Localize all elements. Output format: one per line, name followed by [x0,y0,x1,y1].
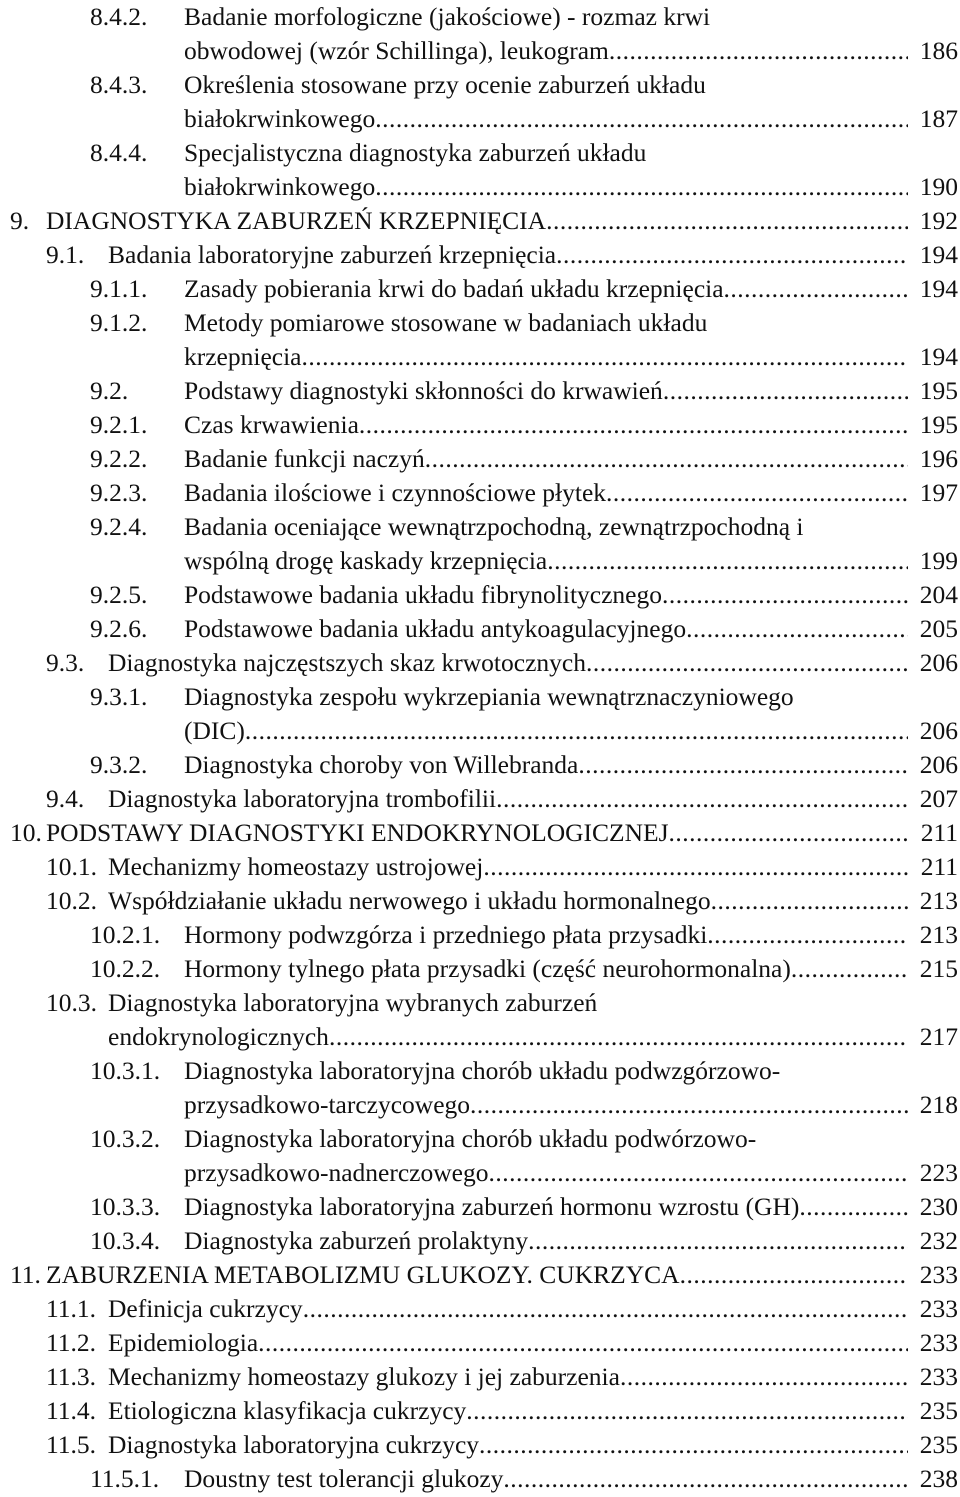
toc-entry-number: 10.2.2. [90,954,161,983]
toc-entry-title: obwodowej (wzór Schillinga), leukogram [184,36,609,65]
dot-leader [669,816,908,850]
toc-entry-title: Hormony tylnego płata przysadki (część neurohormonalna) [184,954,791,983]
toc-entry-title: Badania ilościowe i czynnościowe płytek [184,478,607,507]
dot-leader [686,612,908,646]
dot-leader [711,884,908,918]
toc-entry-title: Diagnostyka laboratoryjna chorób układu podwzgórzowo- [184,1056,781,1085]
toc-entry-number: 11.1. [46,1294,97,1323]
toc-entry[interactable] [0,68,960,136]
toc-entry-number: 11. [10,1260,41,1289]
toc-entry[interactable] [0,1258,960,1292]
toc-entry-page: 233 [919,1328,958,1357]
toc-entry[interactable] [0,612,960,646]
toc-entry[interactable] [0,408,960,442]
dot-leader [479,1428,908,1462]
dot-leader [547,544,908,578]
toc-entry-title: Doustny test tolerancji glukozy [184,1464,504,1493]
dot-leader [302,340,908,374]
toc-entry[interactable] [0,1054,960,1122]
toc-entry-page: 204 [919,580,958,609]
toc-entry[interactable] [0,510,960,578]
toc-entry-number: 9.2.1. [90,410,148,439]
toc-entry-title: Podstawowe badania układu fibrynolitycznego [184,580,663,609]
toc-entry-page: 233 [919,1362,958,1391]
dot-leader [707,918,908,952]
toc-entry-page: 206 [919,716,958,745]
toc-entry-title: Diagnostyka laboratoryjna trombofilii [108,784,497,813]
dot-leader [488,1156,908,1190]
toc-entry-page: 194 [919,274,958,303]
toc-entry-number: 10.3. [46,988,97,1017]
toc-entry-number: 9.3.2. [90,750,148,779]
toc-entry-page: 192 [919,206,958,235]
toc-entry-number: 10.1. [46,852,97,881]
toc-entry-title: Diagnostyka zespołu wykrzepiania wewnątrznaczyniowego [184,682,794,711]
toc-entry-number: 9.3.1. [90,682,148,711]
toc-entry[interactable] [0,1224,960,1258]
toc-entry-number: 11.3. [46,1362,97,1391]
toc-entry-page: 194 [919,240,958,269]
toc-entry[interactable] [0,918,960,952]
toc-entry[interactable] [0,1190,960,1224]
toc-entry[interactable] [0,136,960,204]
toc-entry-title: DIAGNOSTYKA ZABURZEŃ KRZEPNIĘCIA [46,206,547,235]
dot-leader [724,272,908,306]
toc-entry-page: 233 [919,1294,958,1323]
toc-entry-title: Diagnostyka laboratoryjna cukrzycy [108,1430,480,1459]
toc-entry-number: 10.3.2. [90,1124,161,1153]
toc-entry-title: endokrynologicznych [108,1022,329,1051]
toc-entry-number: 8.4.3. [90,70,148,99]
toc-entry-page: 218 [919,1090,958,1119]
toc-entry[interactable] [0,442,960,476]
toc-entry[interactable] [0,1462,960,1496]
toc-entry-page: 205 [919,614,958,643]
toc-entry-title: Diagnostyka laboratoryjna chorób układu podwórzowo- [184,1124,757,1153]
toc-entry[interactable] [0,782,960,816]
dot-leader [329,1020,908,1054]
toc-entry-title: PODSTAWY DIAGNOSTYKI ENDOKRYNOLOGICZNEJ [46,818,669,847]
dot-leader [483,850,908,884]
toc-entry-number: 11.4. [46,1396,97,1425]
toc-entry-title: przysadkowo-nadnerczowego [184,1158,489,1187]
toc-entry-number: 11.5. [46,1430,97,1459]
toc-entry[interactable] [0,1326,960,1360]
toc-entry-number: 9.2.2. [90,444,148,473]
dot-leader [546,204,908,238]
toc-entry[interactable] [0,1394,960,1428]
toc-entry-title: krzepnięcia [184,342,302,371]
toc-entry-title: Badania oceniające wewnątrzpochodną, zewnątrzpochodną i [184,512,804,541]
toc-entry[interactable] [0,850,960,884]
toc-entry-number: 10.2.1. [90,920,161,949]
toc-entry-title: przysadkowo-tarczycowego [184,1090,471,1119]
toc-entry-number: 9.1.2. [90,308,148,337]
toc-entry[interactable] [0,374,960,408]
dot-leader [791,952,908,986]
toc-entry-page: 187 [919,104,958,133]
toc-entry-number: 10. [10,818,42,847]
toc-entry[interactable] [0,1428,960,1462]
toc-entry[interactable] [0,646,960,680]
toc-entry-page: 232 [919,1226,958,1255]
toc-entry-number: 9.1.1. [90,274,148,303]
dot-leader [663,374,908,408]
toc-entry-title: Definicja cukrzycy [108,1294,303,1323]
toc-entry-page: 186 [919,36,958,65]
toc-entry-page: 223 [919,1158,958,1187]
dot-leader [359,408,908,442]
toc-entry-page: 206 [919,750,958,779]
toc-entry-title: Podstawowe badania układu antykoagulacyjnego [184,614,687,643]
dot-leader [799,1190,908,1224]
dot-leader [680,1258,908,1292]
dot-leader [470,1088,908,1122]
toc-entry[interactable] [0,306,960,374]
toc-entry-title: Mechanizmy homeostazy glukozy i jej zaburzenia [108,1362,620,1391]
toc-entry[interactable] [0,680,960,748]
toc-entry-number: 11.2. [46,1328,97,1357]
toc-entry[interactable] [0,1360,960,1394]
toc-entry-number: 9.3. [46,648,85,677]
toc-entry-title: Diagnostyka laboratoryjna zaburzeń hormonu wzrostu (GH) [184,1192,800,1221]
toc-entry-page: 217 [919,1022,958,1051]
toc-entry-title: Współdziałanie układu nerwowego i układu hormonalnego [108,886,711,915]
toc-entry[interactable] [0,986,960,1054]
dot-leader [466,1394,908,1428]
toc-entry-title: ZABURZENIA METABOLIZMU GLUKOZY. CUKRZYCA [46,1260,680,1289]
dot-leader [556,238,908,272]
dot-leader [258,1326,908,1360]
toc-entry[interactable] [0,884,960,918]
toc-entry-number: 9. [10,206,30,235]
toc-entry-title: (DIC) [184,716,245,745]
toc-entry-number: 9.1. [46,240,85,269]
toc-entry[interactable] [0,578,960,612]
toc-entry-number: 10.3.1. [90,1056,161,1085]
dot-leader [496,782,908,816]
toc-entry-title: Czas krwawienia [184,410,359,439]
dot-leader [303,1292,908,1326]
toc-entry-number: 11.5.1. [90,1464,160,1493]
toc-entry-title: Diagnostyka zaburzeń prolaktyny [184,1226,529,1255]
toc-entry-title: Hormony podwzgórza i przedniego płata przysadki [184,920,708,949]
toc-entry-page: 199 [919,546,958,575]
toc-entry[interactable] [0,204,960,238]
toc-entry-page: 233 [919,1260,958,1289]
toc-entry-number: 10.3.3. [90,1192,161,1221]
toc-entry-title: Diagnostyka laboratoryjna wybranych zaburzeń [108,988,598,1017]
toc-entry-title: Diagnostyka najczęstszych skaz krwotocznych [108,648,586,677]
toc-entry-page: 207 [919,784,958,813]
toc-entry-number: 9.2. [90,376,129,405]
toc-entry-title: Metody pomiarowe stosowane w badaniach układu [184,308,708,337]
toc-entry-page: 235 [919,1430,958,1459]
toc-entry-page: 194 [919,342,958,371]
toc-entry-page: 197 [919,478,958,507]
toc-entry[interactable] [0,952,960,986]
dot-leader [375,170,908,204]
toc-entry[interactable] [0,1122,960,1190]
dot-leader [578,748,908,782]
toc-entry-page: 235 [919,1396,958,1425]
toc-entry[interactable] [0,0,960,68]
dot-leader [609,34,908,68]
toc-entry-page: 215 [919,954,958,983]
toc-entry-title: Etiologiczna klasyfikacja cukrzycy [108,1396,467,1425]
toc-entry-title: Podstawy diagnostyki skłonności do krwawień [184,376,663,405]
toc-entry[interactable] [0,748,960,782]
toc-entry-title: białokrwinkowego [184,172,376,201]
toc-entry-number: 10.2. [46,886,97,915]
toc-entry-title: Badanie funkcji naczyń [184,444,425,473]
dot-leader [528,1224,908,1258]
toc-entry-title: białokrwinkowego [184,104,376,133]
toc-entry-page: 190 [919,172,958,201]
toc-entry-page: 213 [919,920,958,949]
toc-entry[interactable] [0,238,960,272]
toc-entry-title: wspólną drogę kaskady krzepnięcia [184,546,548,575]
toc-entry-number: 9.2.4. [90,512,148,541]
toc-entry-page: 195 [919,376,958,405]
toc-entry-page: 211 [920,818,958,847]
dot-leader [375,102,908,136]
toc-entry-title: Specjalistyczna diagnostyka zaburzeń układu [184,138,647,167]
dot-leader [245,714,908,748]
toc-entry-page: 211 [920,852,958,881]
toc-entry-page: 238 [919,1464,958,1493]
toc-entry-title: Badanie morfologiczne (jakościowe) - rozmaz krwi [184,2,711,31]
toc-entry-number: 8.4.4. [90,138,148,167]
toc-entry-page: 213 [919,886,958,915]
toc-entry-number: 9.4. [46,784,85,813]
dot-leader [586,646,908,680]
toc-entry-page: 195 [919,410,958,439]
dot-leader [662,578,908,612]
toc-entry-page: 196 [919,444,958,473]
dot-leader [606,476,908,510]
dot-leader [503,1462,908,1496]
toc-entry-number: 9.2.3. [90,478,148,507]
toc-entry[interactable] [0,816,960,850]
dot-leader [620,1360,908,1394]
toc-entry-title: Mechanizmy homeostazy ustrojowej [108,852,484,881]
toc-entry-number: 9.2.5. [90,580,148,609]
toc-entry-page: 206 [919,648,958,677]
toc-entry-number: 9.2.6. [90,614,148,643]
toc-entry-title: Określenia stosowane przy ocenie zaburzeń układu [184,70,706,99]
toc-entry-title: Diagnostyka choroby von Willebranda [184,750,579,779]
toc-entry-number: 8.4.2. [90,2,148,31]
toc-entry[interactable] [0,272,960,306]
dot-leader [425,442,908,476]
toc-entry-title: Badania laboratoryjne zaburzeń krzepnięcia [108,240,557,269]
toc-entry-title: Epidemiologia [108,1328,259,1357]
toc-entry-page: 230 [919,1192,958,1221]
toc-entry-number: 10.3.4. [90,1226,161,1255]
toc-entry-title: Zasady pobierania krwi do badań układu krzepnięcia [184,274,724,303]
toc-entry[interactable] [0,476,960,510]
toc-entry[interactable] [0,1292,960,1326]
